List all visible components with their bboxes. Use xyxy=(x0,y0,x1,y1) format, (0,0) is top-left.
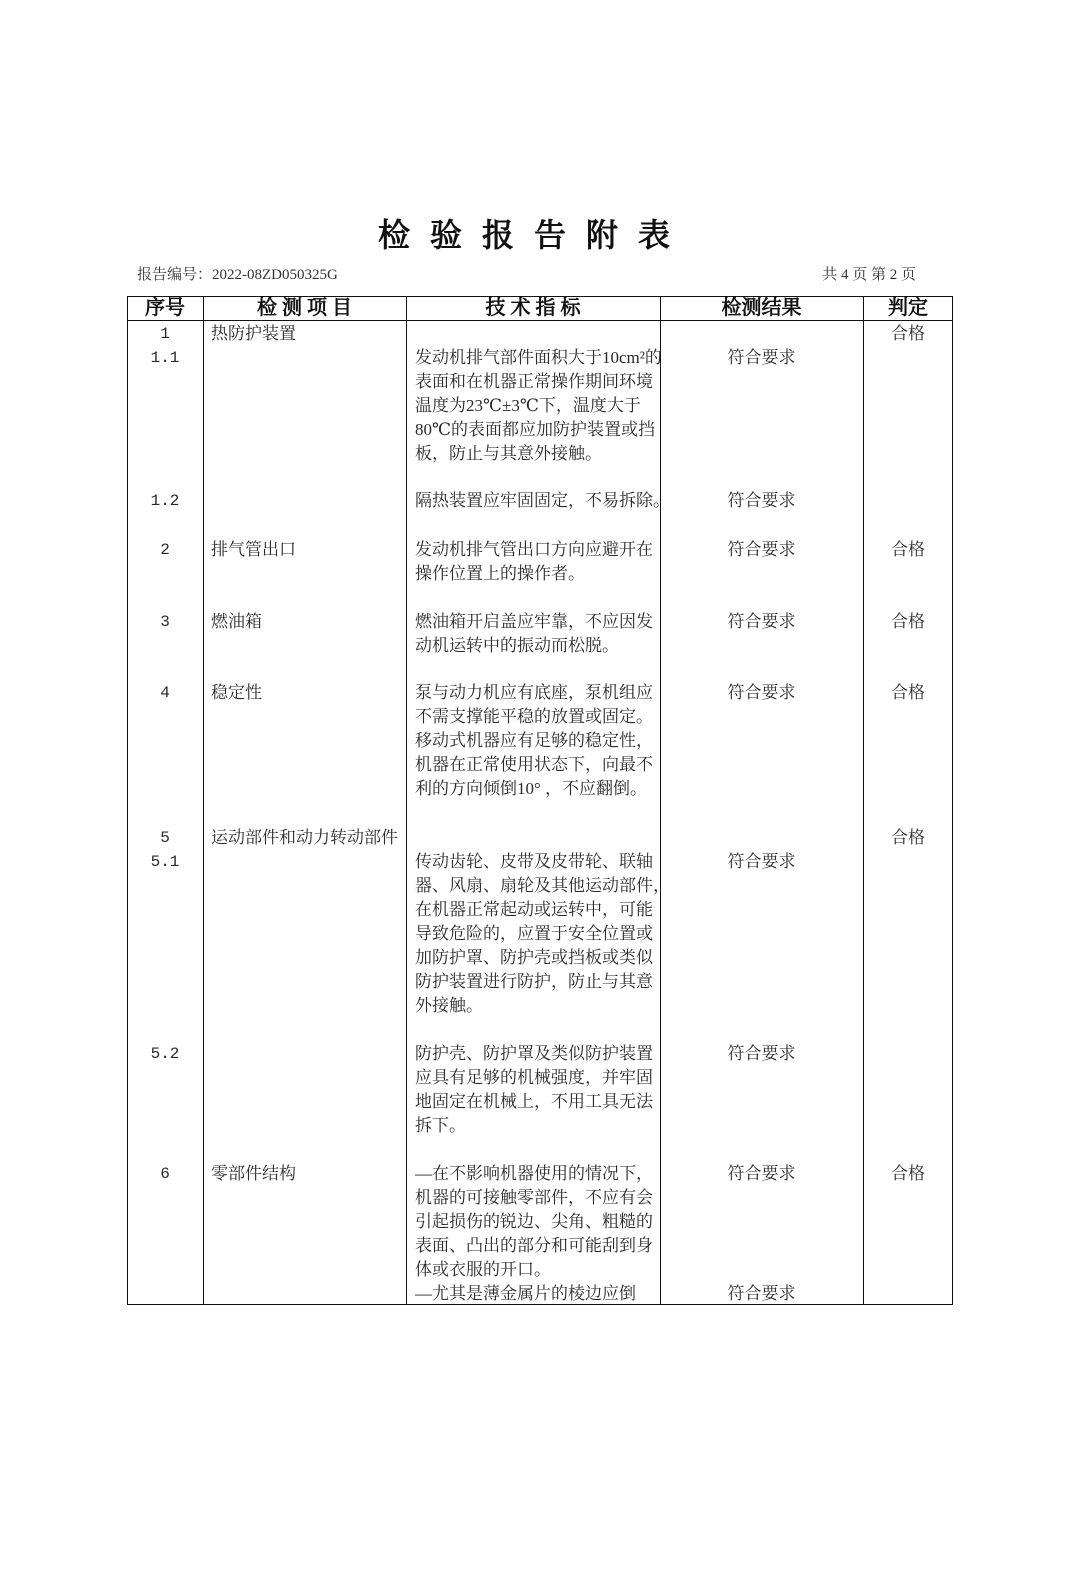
tech-line: 地固定在机械上，不用工具无法 xyxy=(415,1092,653,1111)
tech-line: 80℃的表面都应加防护装置或挡 xyxy=(415,420,656,439)
header-item: 检 测 项 目 xyxy=(257,297,352,319)
tech-line: —在不影响机器使用的情况下， xyxy=(415,1164,653,1183)
tech-line: 传动齿轮、皮带及皮带轮、联轴 xyxy=(415,852,653,871)
tech-line: 防护装置进行防护，防止与其意 xyxy=(415,972,653,991)
tech-line: 表面和在机器正常操作期间环境 xyxy=(415,372,653,391)
row-result: 符合要求 xyxy=(727,1044,796,1063)
row-result: 符合要求 xyxy=(727,683,796,702)
row-item: 零部件结构 xyxy=(211,1164,296,1183)
page-info: 共 4 页 第 2 页 xyxy=(822,267,916,283)
row-seq: 1 xyxy=(160,325,170,343)
row-tech xyxy=(415,1042,653,1138)
tech-line: 应具有足够的机械强度，并牢固 xyxy=(415,1068,653,1087)
row-tech xyxy=(415,681,653,801)
tech-line: 加防护罩、防护壳或挡板或类似 xyxy=(415,948,653,967)
tech-line: 机器在正常使用状态下，向最不 xyxy=(415,755,653,774)
column-divider xyxy=(863,296,864,1305)
tech-line: 不需支撑能平稳的放置或固定。 xyxy=(415,707,653,726)
tech-line: 表面、凸出的部分和可能刮到身 xyxy=(415,1236,653,1255)
row-result: 符合要求 xyxy=(727,612,796,631)
tech-line: 防护壳、防护罩及类似防护装置 xyxy=(415,1044,653,1063)
row-result: 符合要求 xyxy=(727,540,796,559)
tech-line: 外接触。 xyxy=(415,996,483,1015)
tech-line: 隔热装置应牢固固定，不易拆除。 xyxy=(415,491,670,510)
row-seq: 3 xyxy=(160,613,170,631)
header-seq: 序号 xyxy=(145,297,185,319)
tech-line: 燃油箱开启盖应牢靠，不应因发 xyxy=(415,612,653,631)
row-result: 符合要求 xyxy=(727,491,796,510)
header-tech: 技 术 指 标 xyxy=(485,297,581,319)
tech-line: 泵与动力机应有底座，泵机组应 xyxy=(415,683,653,702)
tech-line: —尤其是薄金属片的棱边应倒 xyxy=(415,1284,636,1303)
row-judgment: 合格 xyxy=(891,1164,925,1183)
row-seq: 6 xyxy=(160,1165,170,1183)
row-tech xyxy=(415,489,670,513)
tech-line: 移动式机器应有足够的稳定性， xyxy=(415,731,653,750)
tech-line: 发动机排气部件面积大于10cm²的 xyxy=(415,348,662,367)
header-judgment: 判定 xyxy=(888,297,928,319)
column-divider xyxy=(203,296,204,1305)
row-judgment: 合格 xyxy=(891,683,925,702)
row-judgment: 合格 xyxy=(891,324,925,343)
row-seq: 2 xyxy=(160,541,170,559)
tech-line: 动机运转中的振动而松脱。 xyxy=(415,636,619,655)
tech-line: 在机器正常起动或运转中，可能 xyxy=(415,900,653,919)
tech-line: 温度为23℃±3℃下，温度大于 xyxy=(415,396,641,415)
tech-line: 机器的可接触零部件，不应有会 xyxy=(415,1188,653,1207)
row-result: 符合要求 xyxy=(727,852,796,871)
row-judgment: 合格 xyxy=(891,540,925,559)
header-result: 检测结果 xyxy=(721,297,802,319)
row-tech xyxy=(415,538,653,586)
tech-line: 发动机排气管出口方向应避开在 xyxy=(415,540,653,559)
tech-line: 导致危险的，应置于安全位置或 xyxy=(415,924,653,943)
tech-line: 操作位置上的操作者。 xyxy=(415,564,585,583)
row-seq: 1.1 xyxy=(150,349,180,367)
row-judgment: 合格 xyxy=(891,612,925,631)
row-judgment: 合格 xyxy=(891,828,925,847)
row-item: 运动部件和动力转动部件 xyxy=(211,828,398,847)
row-result: 符合要求 xyxy=(727,348,796,367)
tech-line: 器、风扇、扇轮及其他运动部件， xyxy=(415,876,670,895)
tech-line: 拆下。 xyxy=(415,1116,466,1135)
tech-line: 体或衣服的开口。 xyxy=(415,1260,551,1279)
row-seq: 5.2 xyxy=(150,1045,180,1063)
row-tech xyxy=(415,610,653,658)
row-item: 燃油箱 xyxy=(211,612,262,631)
row-item: 排气管出口 xyxy=(211,540,296,559)
row-seq: 4 xyxy=(160,684,170,702)
tech-line: 板，防止与其意外接触。 xyxy=(415,444,602,463)
row-seq: 1.2 xyxy=(150,492,180,510)
tech-line: 引起损伤的锐边、尖角、粗糙的 xyxy=(415,1212,653,1231)
row-seq: 5.1 xyxy=(150,853,180,871)
row-tech xyxy=(415,1162,653,1306)
row-result-secondary: 符合要求 xyxy=(727,1284,796,1303)
row-tech xyxy=(415,346,662,466)
row-seq: 5 xyxy=(160,829,170,847)
report-number: 报告编号：2022-08ZD050325G xyxy=(137,267,338,283)
row-result: 符合要求 xyxy=(727,1164,796,1183)
row-item: 热防护装置 xyxy=(211,324,296,343)
row-item: 稳定性 xyxy=(211,683,262,702)
column-divider xyxy=(406,296,407,1305)
row-tech xyxy=(415,850,670,1018)
page-title: 检 验 报 告 附 表 xyxy=(377,217,676,253)
tech-line: 利的方向倾倒10° ，不应翻倒。 xyxy=(415,779,648,798)
